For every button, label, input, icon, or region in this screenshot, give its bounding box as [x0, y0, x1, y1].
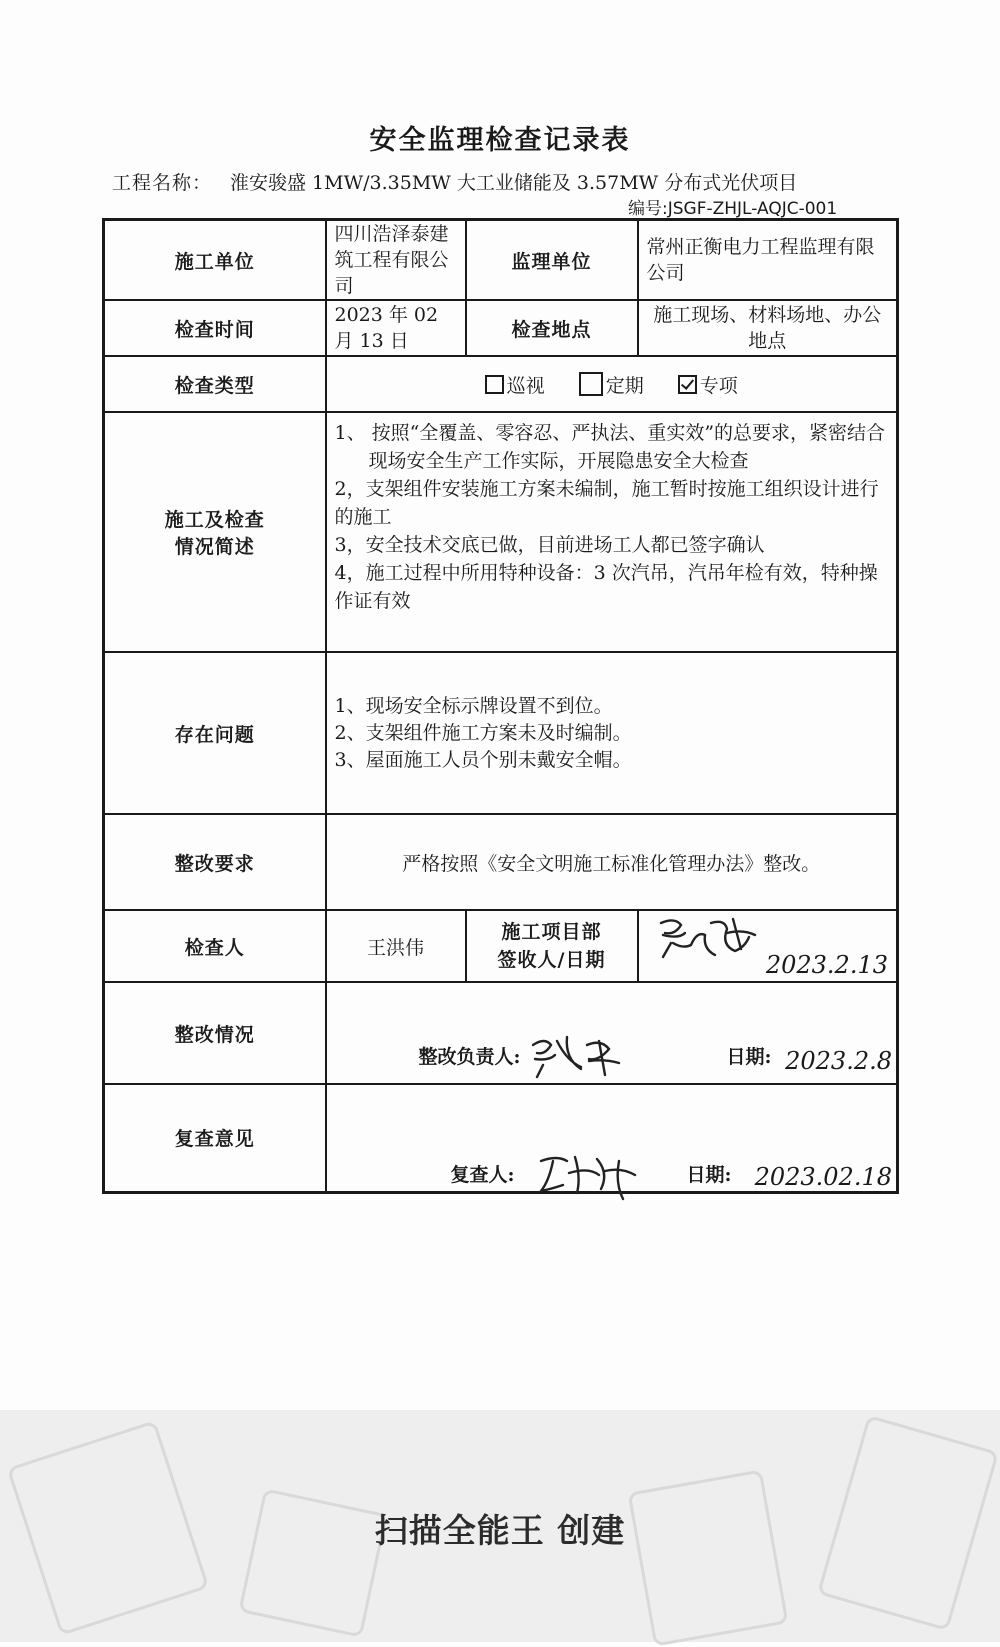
project-name: 淮安骏盛 1MW/3.35MW 大工业储能及 3.57MW 分布式光伏项目 [230, 172, 798, 194]
table-row [104, 1084, 898, 1192]
receiver-signature-cell [638, 910, 898, 982]
inspection-record-table [102, 218, 899, 1194]
list-item: 1、 按照“全覆盖、零容忍、严执法、重实效”的总要求，紧密结合现场安全生产工作实际，开展隐患安全大检查 [334, 422, 886, 472]
inspection-time-value: 2023 年 02 月 13 日 [326, 300, 466, 356]
list-item: 3、屋面施工人员个别未戴安全帽。 [334, 748, 632, 771]
responsible-date: 2023.2.8 [785, 1047, 892, 1075]
rectification-requirement-label: 整改要求 [104, 814, 326, 910]
handwritten-signature-icon [527, 1031, 627, 1081]
review-label: 复查意见 [104, 1084, 326, 1192]
inspection-type-label: 检查类型 [104, 356, 326, 412]
list-item: 2、支架组件施工方案未及时编制。 [334, 721, 632, 744]
rectification-status-label: 整改情况 [104, 982, 326, 1084]
receiver-label-line: 施工项目部 [501, 921, 602, 943]
responsible-date-label: 日期: [726, 1046, 772, 1068]
type-option-special[interactable] [678, 375, 738, 397]
project-line [112, 168, 797, 195]
receiver-label [466, 910, 638, 982]
description-content [326, 412, 898, 652]
list-item: 2，支架组件安装施工方案未编制，施工暂时按施工组织设计进行的施工 [334, 478, 879, 528]
project-label: 工程名称： [112, 172, 213, 194]
table-row [104, 982, 898, 1084]
review-date-label: 日期: [686, 1163, 732, 1186]
table-row [104, 652, 898, 814]
inspection-place-label: 检查地点 [466, 300, 638, 356]
supervision-unit-label: 监理单位 [466, 220, 638, 301]
handwritten-signature-icon [535, 1149, 645, 1205]
issues-content [326, 652, 898, 814]
type-option-label: 巡视 [506, 374, 545, 397]
receiver-label-line: 签收人/日期 [497, 949, 606, 971]
review-date: 2023.02.18 [754, 1162, 892, 1191]
reviewer-label: 复查人: [450, 1163, 515, 1186]
review-cell [326, 1084, 898, 1192]
description-label-line: 施工及检查 [164, 509, 265, 531]
table-row [104, 300, 898, 356]
inspection-type-options [326, 356, 898, 412]
inspector-label: 检查人 [104, 910, 326, 982]
table-row [104, 814, 898, 910]
document-number: 编号:JSGF-ZHJL-AQJC-001 [628, 199, 838, 219]
type-option-patrol[interactable] [485, 375, 545, 397]
table-row [104, 412, 898, 652]
type-option-label: 专项 [699, 374, 738, 397]
table-row [104, 220, 898, 301]
issues-label: 存在问题 [104, 652, 326, 814]
rectification-status-cell [326, 982, 898, 1084]
construction-unit-label: 施工单位 [104, 220, 326, 301]
table-row [104, 356, 898, 412]
receiver-date: 2023.2.13 [765, 951, 888, 979]
list-item: 1、现场安全标示牌设置不到位。 [334, 694, 613, 717]
inspection-place-value: 施工现场、材料场地、办公地点 [638, 300, 898, 356]
type-option-label: 定期 [605, 374, 644, 397]
supervision-unit-value: 常州正衡电力工程监理有限公司 [638, 220, 898, 301]
inspection-time-label: 检查时间 [104, 300, 326, 356]
description-label [104, 412, 326, 652]
type-option-periodic[interactable] [579, 375, 644, 397]
responsible-label: 整改负责人: [418, 1046, 521, 1068]
construction-unit-value: 四川浩泽泰建筑工程有限公司 [326, 220, 466, 301]
inspector-value: 王洪伟 [326, 910, 466, 982]
checked-checkbox-icon [678, 375, 697, 394]
handwritten-signature-icon [653, 913, 763, 963]
description-label-line: 情况简述 [174, 536, 255, 558]
scanner-watermark-text: 扫描全能王 创建 [374, 1511, 626, 1550]
checkbox-icon [579, 372, 603, 396]
checkbox-icon [485, 375, 504, 394]
list-item: 4，施工过程中所用特种设备：3 次汽吊，汽吊年检有效，特种操作证有效 [334, 562, 878, 612]
table-row [104, 910, 898, 982]
rectification-requirement-value: 严格按照《安全文明施工标准化管理办法》整改。 [326, 814, 898, 910]
document-outline-icon [627, 1469, 788, 1646]
list-item: 3，安全技术交底已做，目前进场工人都已签字确认 [334, 534, 765, 556]
form-title: 安全监理检查记录表 [369, 125, 631, 156]
